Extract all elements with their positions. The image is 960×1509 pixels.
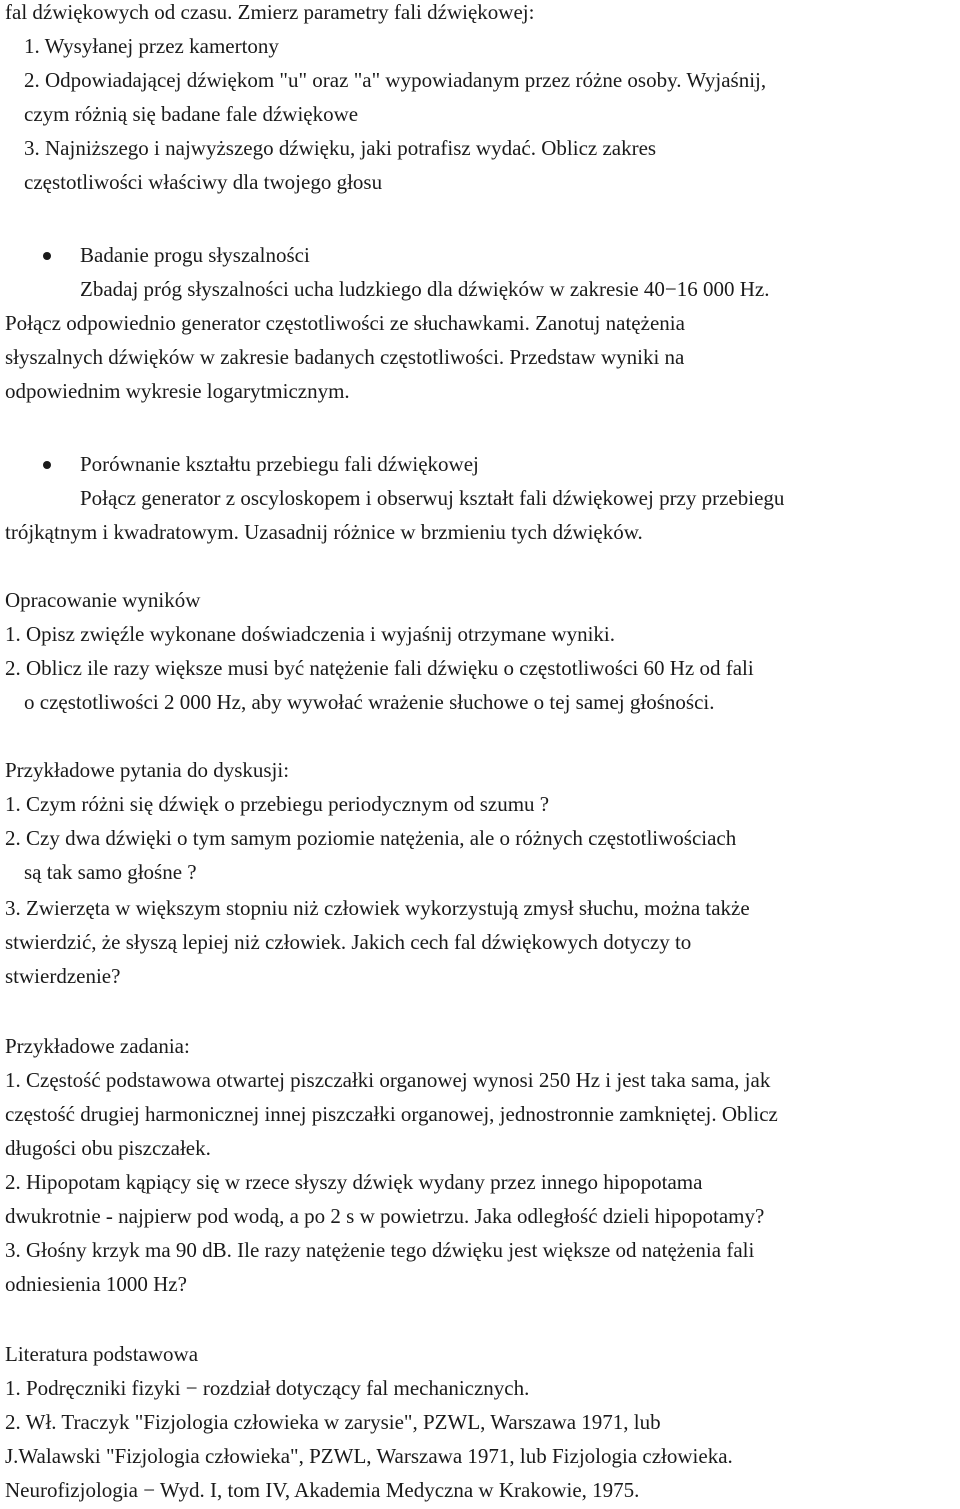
results-item-2: 2. Oblicz ile razy większe musi być natężenie fali dźwięku o częstotliwości 60 Hz od fali xyxy=(5,656,754,680)
bullet-icon xyxy=(43,461,51,469)
intro-line: fal dźwiękowych od czasu. Zmierz parametry fali dźwiękowej: xyxy=(5,0,535,24)
literature-item-1: 1. Podręczniki fizyki − rozdział dotyczący fal mechanicznych. xyxy=(5,1376,530,1400)
task-1-cont: częstość drugiej harmonicznej innej piszczałki organowej, jednostronnie zamkniętej. Oblicz xyxy=(5,1102,778,1126)
bullet-icon xyxy=(43,252,51,260)
results-item-2-cont: o częstotliwości 2 000 Hz, aby wywołać wrażenie słuchowe o tej samej głośności. xyxy=(24,690,715,714)
task-2-cont: dwukrotnie - najpierw pod wodą, a po 2 s w powietrzu. Jaka odległość dzieli hipopotamy? xyxy=(5,1204,765,1228)
section-threshold-line: odpowiednim wykresie logarytmicznym. xyxy=(5,379,350,403)
intro-item-3: 3. Najniższego i najwyższego dźwięku, jaki potrafisz wydać. Oblicz zakres xyxy=(24,136,657,160)
section-waveform-line: Połącz generator z oscyloskopem i obserwuj kształt fali dźwiękowej przy przebiegu xyxy=(80,486,785,510)
questions-heading: Przykładowe pytania do dyskusji: xyxy=(5,758,290,782)
intro-item-2-cont: czym różnią się badane fale dźwiękowe xyxy=(24,102,359,126)
task-3-cont: odniesienia 1000 Hz? xyxy=(5,1272,187,1296)
section-threshold-line: słyszalnych dźwięków w zakresie badanych częstotliwości. Przedstaw wyniki na xyxy=(5,345,685,369)
intro-item-3-cont: częstotliwości właściwy dla twojego głosu xyxy=(24,170,383,194)
tasks-heading: Przykładowe zadania: xyxy=(5,1034,190,1058)
literature-item-2: 2. Wł. Traczyk "Fizjologia człowieka w zarysie", PZWL, Warszawa 1971, lub xyxy=(5,1410,661,1434)
intro-item-1: 1. Wysyłanej przez kamertony xyxy=(24,34,279,58)
question-3: 3. Zwierzęta w większym stopniu niż człowiek wykorzystują zmysł słuchu, można także xyxy=(5,896,750,920)
literature-item-2-cont: Neurofizjologia − Wyd. I, tom IV, Akademia Medyczna w Krakowie, 1975. xyxy=(5,1478,640,1502)
section-threshold-line: Połącz odpowiednio generator częstotliwości ze słuchawkami. Zanotuj natężenia xyxy=(5,311,685,335)
literature-item-2-cont: J.Walawski "Fizjologia człowieka", PZWL, Warszawa 1971, lub Fizjologia człowieka. xyxy=(5,1444,733,1468)
question-3-cont: stwierdzić, że słyszą lepiej niż człowiek. Jakich cech fal dźwiękowych dotyczy to xyxy=(5,930,692,954)
question-3-cont: stwierdzenie? xyxy=(5,964,121,988)
results-item-1: 1. Opisz zwięźle wykonane doświadczenia i wyjaśnij otrzymane wyniki. xyxy=(5,622,615,646)
task-2: 2. Hipopotam kąpiący się w rzece słyszy dźwięk wydany przez innego hipopotama xyxy=(5,1170,703,1194)
section-threshold-title: Badanie progu słyszalności xyxy=(80,243,310,267)
results-heading: Opracowanie wyników xyxy=(5,588,201,612)
section-waveform-line: trójkątnym i kwadratowym. Uzasadnij różnice w brzmieniu tych dźwięków. xyxy=(5,520,643,544)
section-waveform-title: Porównanie kształtu przebiegu fali dźwiękowej xyxy=(80,452,479,476)
question-2-cont: są tak samo głośne ? xyxy=(24,860,197,884)
literature-heading: Literatura podstawowa xyxy=(5,1342,199,1366)
task-1: 1. Częstość podstawowa otwartej piszczałki organowej wynosi 250 Hz i jest taka sama, jak xyxy=(5,1068,771,1092)
intro-item-2: 2. Odpowiadającej dźwiękom "u" oraz "a" wypowiadanym przez różne osoby. Wyjaśnij, xyxy=(24,68,767,92)
question-2: 2. Czy dwa dźwięki o tym samym poziomie natężenia, ale o różnych częstotliwościach xyxy=(5,826,737,850)
section-threshold-line: Zbadaj próg słyszalności ucha ludzkiego dla dźwięków w zakresie 40−16 000 Hz. xyxy=(80,277,770,301)
question-1: 1. Czym różni się dźwięk o przebiegu periodycznym od szumu ? xyxy=(5,792,550,816)
task-3: 3. Głośny krzyk ma 90 dB. Ile razy natężenie tego dźwięku jest większe od natężenia fali xyxy=(5,1238,755,1262)
task-1-cont: długości obu piszczałek. xyxy=(5,1136,211,1160)
